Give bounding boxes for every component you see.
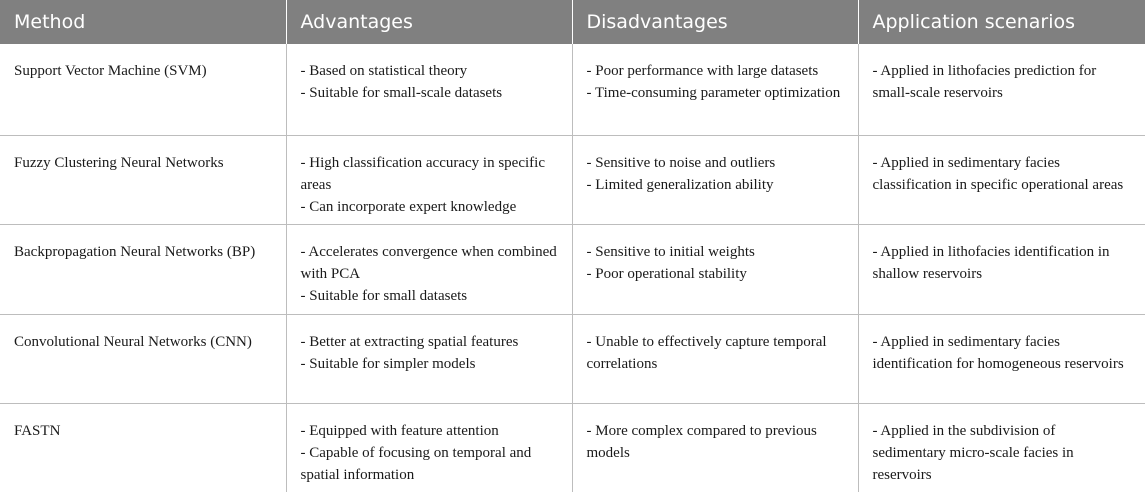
method-name: Fuzzy Clustering Neural Networks <box>14 154 224 171</box>
advantages-cell <box>286 135 572 224</box>
header-advantages: Advantages <box>286 0 572 44</box>
application-item: - Applied in sedimentary facies identification for homogeneous reservoirs <box>872 333 1124 372</box>
table-row <box>0 135 1145 224</box>
header-disadvantages: Disadvantages <box>572 0 858 44</box>
advantage-item: - Equipped with feature attention <box>300 422 499 439</box>
applications-cell <box>858 403 1145 492</box>
method-name: Backpropagation Neural Networks (BP) <box>14 243 256 260</box>
method-cell <box>0 44 286 135</box>
disadvantage-item: - Time-consuming parameter optimization <box>586 85 841 101</box>
application-item: - Applied in the subdivision of sedimentary micro-scale facies in reservoirs <box>872 422 1074 483</box>
table-row <box>0 224 1145 314</box>
applications-cell <box>858 44 1145 135</box>
applications-cell <box>858 224 1145 314</box>
disadvantages-cell <box>572 403 858 492</box>
advantage-item: - Accelerates convergence when combined with PCA <box>300 243 557 282</box>
header-method: Method <box>0 0 286 44</box>
table-row <box>0 44 1145 135</box>
method-cell <box>0 403 286 492</box>
advantage-item: - Suitable for small-scale datasets <box>300 85 503 101</box>
disadvantages-cell <box>572 314 858 403</box>
disadvantage-item: - Poor operational stability <box>586 265 747 282</box>
advantage-item: - Can incorporate expert knowledge <box>300 198 517 215</box>
disadvantage-item: - Unable to effectively capture temporal correlations <box>586 333 827 372</box>
advantage-item: - Suitable for small datasets <box>300 287 468 304</box>
header-application-scenarios: Application scenarios <box>858 0 1145 44</box>
method-name: FASTN <box>14 422 61 439</box>
method-cell <box>0 224 286 314</box>
disadvantage-item: - Sensitive to initial weights <box>586 243 755 260</box>
method-name: Support Vector Machine (SVM) <box>14 63 207 79</box>
application-item: - Applied in sedimentary facies classification in specific operational areas <box>872 154 1124 193</box>
table-row <box>0 403 1145 492</box>
application-item: - Applied in lithofacies identification in shallow reservoirs <box>872 243 1110 282</box>
advantages-cell <box>286 314 572 403</box>
applications-cell <box>858 135 1145 224</box>
advantages-cell <box>286 44 572 135</box>
advantages-cell <box>286 224 572 314</box>
disadvantages-cell <box>572 224 858 314</box>
disadvantage-item: - More complex compared to previous models <box>586 422 817 461</box>
method-cell <box>0 314 286 403</box>
disadvantage-item: - Poor performance with large datasets <box>586 63 819 79</box>
disadvantages-cell <box>572 44 858 135</box>
disadvantages-cell <box>572 135 858 224</box>
applications-cell <box>858 314 1145 403</box>
header-row <box>0 0 1145 44</box>
advantage-item: - Based on statistical theory <box>300 63 468 79</box>
advantage-item: - Better at extracting spatial features <box>300 333 519 350</box>
disadvantage-item: - Limited generalization ability <box>586 176 774 193</box>
table-body <box>0 44 1145 492</box>
application-item: - Applied in lithofacies prediction for small-scale reservoirs <box>872 63 1097 101</box>
disadvantage-item: - Sensitive to noise and outliers <box>586 154 776 171</box>
method-cell <box>0 135 286 224</box>
advantage-item: - Capable of focusing on temporal and spatial information <box>300 444 532 483</box>
method-name: Convolutional Neural Networks (CNN) <box>14 333 252 350</box>
advantage-item: - Suitable for simpler models <box>300 355 476 372</box>
table-row <box>0 314 1145 403</box>
advantages-cell <box>286 403 572 492</box>
advantage-item: - High classification accuracy in specific areas <box>300 154 545 193</box>
table-header <box>0 0 1145 44</box>
